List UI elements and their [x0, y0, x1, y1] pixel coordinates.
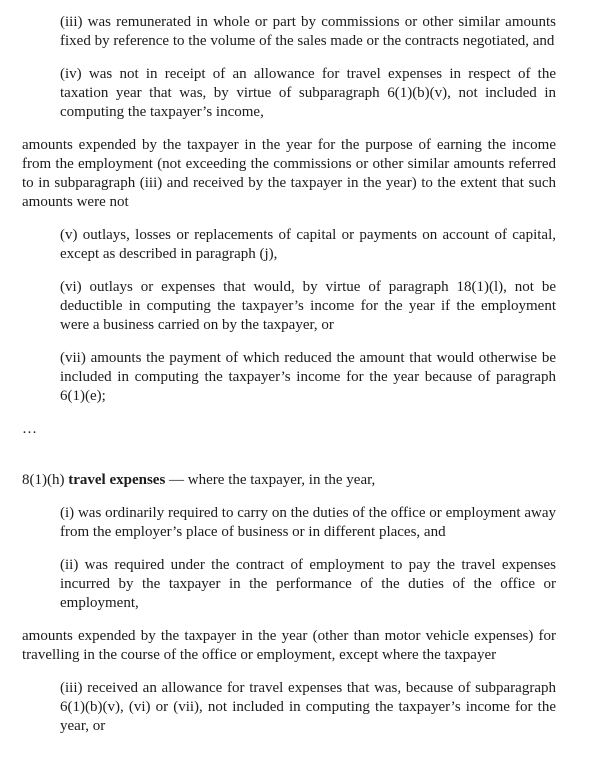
subparagraph-vi-upper: (vi) outlays or expenses that would, by virtue of paragraph 18(1)(l), not be deductible in computing the taxpayer’s income for the year if the employment were a business carried on by the taxpayer, or [60, 279, 556, 333]
closing-words-upper: amounts expended by the taxpayer in the year for the purpose of earning the income from the employment (not exceeding the commissions or other similar amounts referred to in subparagraph (iii) and received by the taxpayer in the year) to the extent that such amounts were not [22, 137, 556, 210]
subparagraph-iv-upper: (iv) was not in receipt of an allowance for travel expenses in respect of the taxation year that was, by virtue of subparagraph 6(1)(b)(v), not included in computing the taxpayer’s income, [60, 66, 556, 120]
subparagraph-iii-upper: (iii) was remunerated in whole or part by commissions or other similar amounts fixed by reference to the volume of the sales made or the contracts negotiated, and [60, 14, 556, 49]
subparagraph-i-lower: (i) was ordinarily required to carry on the duties of the office or employment away from the employer’s place of business or in different places, and [60, 505, 556, 540]
midamble-lower: amounts expended by the taxpayer in the year (other than motor vehicle expenses) for travelling in the course of the office or employment, except where the taxpayer [22, 628, 556, 663]
subparagraph-v-upper: (v) outlays, losses or replacements of capital or payments on account of capital, except as described in paragraph (j), [60, 227, 556, 262]
defined-term: travel expenses [68, 472, 166, 488]
section-citation: 8(1)(h) [22, 472, 65, 488]
omitted-text-ellipsis: … [22, 421, 39, 437]
section-8-1-h-lead [22, 471, 556, 490]
lead-in-text: — where the taxpayer, in the year, [169, 472, 376, 488]
subparagraph-ii-lower: (ii) was required under the contract of employment to pay the travel expenses incurred by the taxpayer in the performance of the duties of the office or employment, [60, 557, 556, 611]
subparagraph-iii-lower: (iii) received an allowance for travel expenses that was, because of subparagraph 6(1)(b)(v), (vi) or (vii), not included in computing the taxpayer’s income for the year, or [60, 680, 556, 734]
subparagraph-vii-upper: (vii) amounts the payment of which reduced the amount that would otherwise be included in computing the taxpayer’s income for the year because of paragraph 6(1)(e); [60, 350, 556, 404]
